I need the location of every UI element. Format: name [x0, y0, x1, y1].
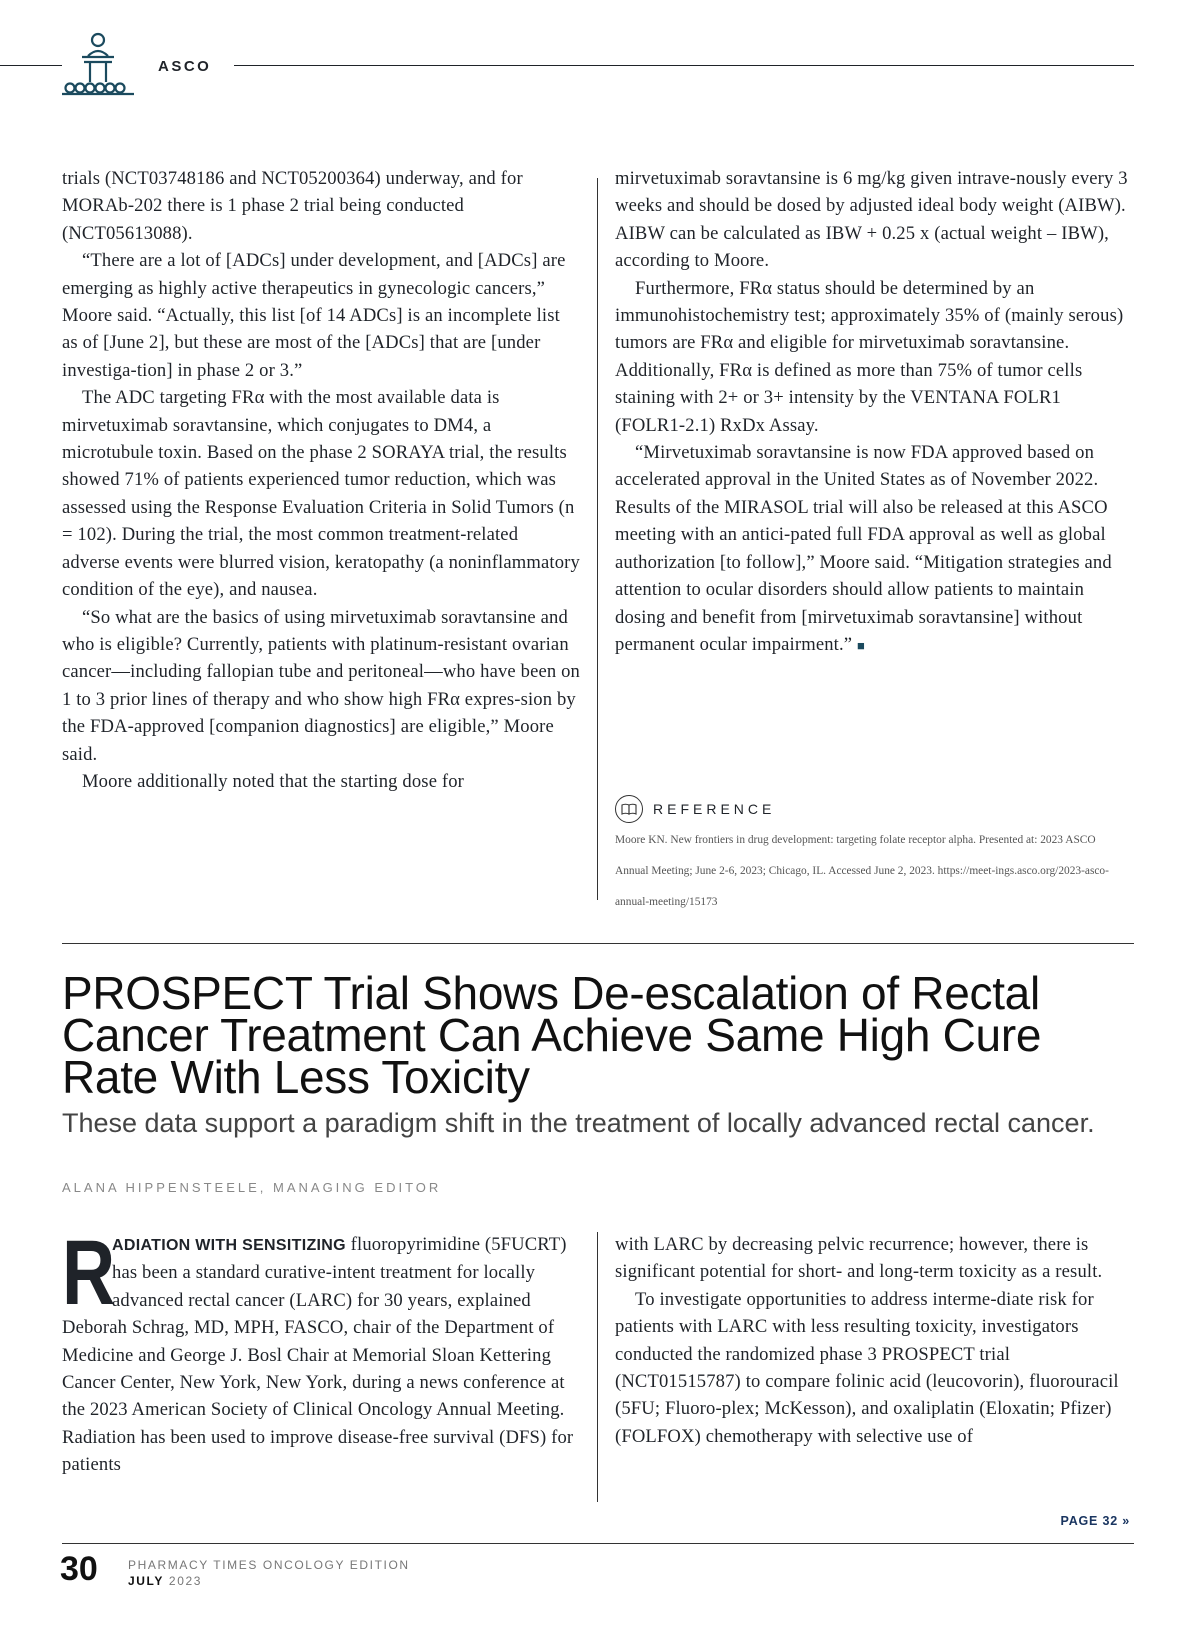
article-dek: These data support a paradigm shift in the treatment of locally advanced rectal cancer.	[62, 1108, 1095, 1138]
paragraph-text: fluoropyrimidine (5FUCRT) has been a standard curative-intent treatment for locally advanced rectal cancer (LARC) for 30 years, explained Deborah Schrag, MD, MPH, FASCO, chair of the Department of Medicine and George J. Bosl Chair at Memorial Sloan Kettering Cancer Center, New York, New York, during a news conference at the 2023 American Society of Clinical Oncology Annual Meeting. Radiation has been used to improve disease-free survival (DFS) for patients	[62, 1234, 574, 1476]
drop-cap: R	[62, 1222, 116, 1324]
paragraph: Moore additionally noted that the starting dose for	[82, 770, 465, 792]
end-mark: ■	[857, 637, 866, 653]
reference-title: REFERENCE	[653, 801, 776, 817]
open-book-icon	[615, 795, 643, 823]
article1-column-2	[615, 165, 1135, 659]
paragraph: “So what are the basics of using mirvetuximab soravtansine and who is eligible? Currently, patients with platinum-resistant ovarian cancer—including fallopian tube and peritoneal—who have been on 1 to 3 prior lines of therapy and who show high FRα expres-sion by the FDA-approved [companion diagnostics] are eligible,” Moore said.	[62, 606, 581, 765]
header-rule-right	[234, 65, 1134, 66]
byline: ALANA HIPPENSTEELE, MANAGING EDITOR	[62, 1180, 442, 1195]
issue-date	[128, 1574, 202, 1588]
issue-year: 2023	[168, 1574, 203, 1588]
paragraph: trials (NCT03748186 and NCT05200364) underway, and for MORAb-202 there is 1 phase 2 trial being conducted (NCT05613088).	[62, 168, 523, 244]
article1-column-1	[62, 165, 580, 795]
paragraph-text: “Mirvetuximab soravtansine is now FDA approved based on accelerated approval in the United States as of November 2022. Results of the MIRASOL trial will also be released at this ASCO meeting with an antici-pated full FDA approval as well as global authorization [to follow],” Moore said. “Mitigation strategies and attention to ocular disorders should allow patients to maintain dosing and benefit from [mirvetuximab soravtansine] without permanent ocular impairment.”	[615, 442, 1112, 655]
paragraph: with LARC by decreasing pelvic recurrence; however, there is significant potential for short- and long-term toxicity as a result.	[615, 1234, 1103, 1283]
continued-link[interactable]: PAGE 32 »	[1060, 1514, 1130, 1528]
page-number: 30	[60, 1550, 98, 1588]
article2-column-1	[62, 1222, 582, 1479]
column-divider	[597, 178, 598, 900]
lead-in: ADIATION WITH SENSITIZING	[112, 1237, 346, 1254]
paragraph: “There are a lot of [ADCs] under development, and [ADCs] are emerging as highly active therapeutics in gynecologic cancers,” Moore said. “Actually, this list [of 14 ADCs] is an incomplete list as of [June 2], but these are most of the [ADCs] that are [under investiga-tion] in phase 2 or 3.”	[62, 250, 566, 381]
header-rule-left	[0, 65, 62, 66]
reference-header	[615, 795, 775, 823]
paragraph: To investigate opportunities to address interme-diate risk for patients with LARC with less resulting toxicity, investigators conducted the randomized phase 3 PROSPECT trial (NCT01515787) to compare folinic acid (leucovorin), fluorouracil (5FU; Fluoro-plex; McKesson), and oxaliplatin (Eloxatin; Pfizer) (FOLFOX) chemotherapy with selective use of	[615, 1288, 1119, 1447]
article-headline: PROSPECT Trial Shows De-escalation of Rectal Cancer Treatment Can Achieve Same High Cure Rate With Less Toxicity	[62, 967, 1042, 1103]
section-label: ASCO	[158, 58, 212, 75]
reference-text: Moore KN. New frontiers in drug development: targeting folate receptor alpha. Presented at: 2023 ASCO Annual Meeting; June 2-6, 2023; Chicago, IL. Accessed June 2, 2023. https://meet-ings.asco.org/2023-asco-annual-meeting/15173	[615, 834, 1109, 908]
paragraph: Furthermore, FRα status should be determined by an immunohistochemistry test; approximately 35% of (mainly serous) tumors are FRα and eligible for mirvetuximab soravtansine. Additionally, FRα is defined as more than 75% of tumor cells staining with 2+ or 3+ intensity by the VENTANA FOLR1 (FOLR1-2.1) RxDx Assay.	[615, 277, 1124, 436]
publication-name: PHARMACY TIMES ONCOLOGY EDITION	[128, 1558, 410, 1572]
speaker-at-podium-icon	[62, 30, 142, 100]
article-divider	[62, 943, 1134, 944]
paragraph	[615, 439, 1135, 659]
footer-rule	[62, 1543, 1134, 1544]
article2-column-2	[615, 1231, 1135, 1450]
paragraph: The ADC targeting FRα with the most available data is mirvetuximab soravtansine, which conjugates to DM4, a microtubule toxin. Based on the phase 2 SORAYA trial, the results showed 71% of patients experienced tumor reduction, which was assessed using the Response Evaluation Criteria in Solid Tumors (n = 102). During the trial, the most common treatment-related adverse events were blurred vision, keratopathy (a noninflammatory condition of the eye), and nausea.	[62, 387, 580, 601]
paragraph: mirvetuximab soravtansine is 6 mg/kg given intrave-nously every 3 weeks and should be dosed by adjusted ideal body weight (AIBW). AIBW can be calculated as IBW + 0.25 x (actual weight – IBW), according to Moore.	[615, 168, 1128, 272]
column-divider	[597, 1232, 598, 1502]
issue-month: JULY	[128, 1574, 164, 1588]
